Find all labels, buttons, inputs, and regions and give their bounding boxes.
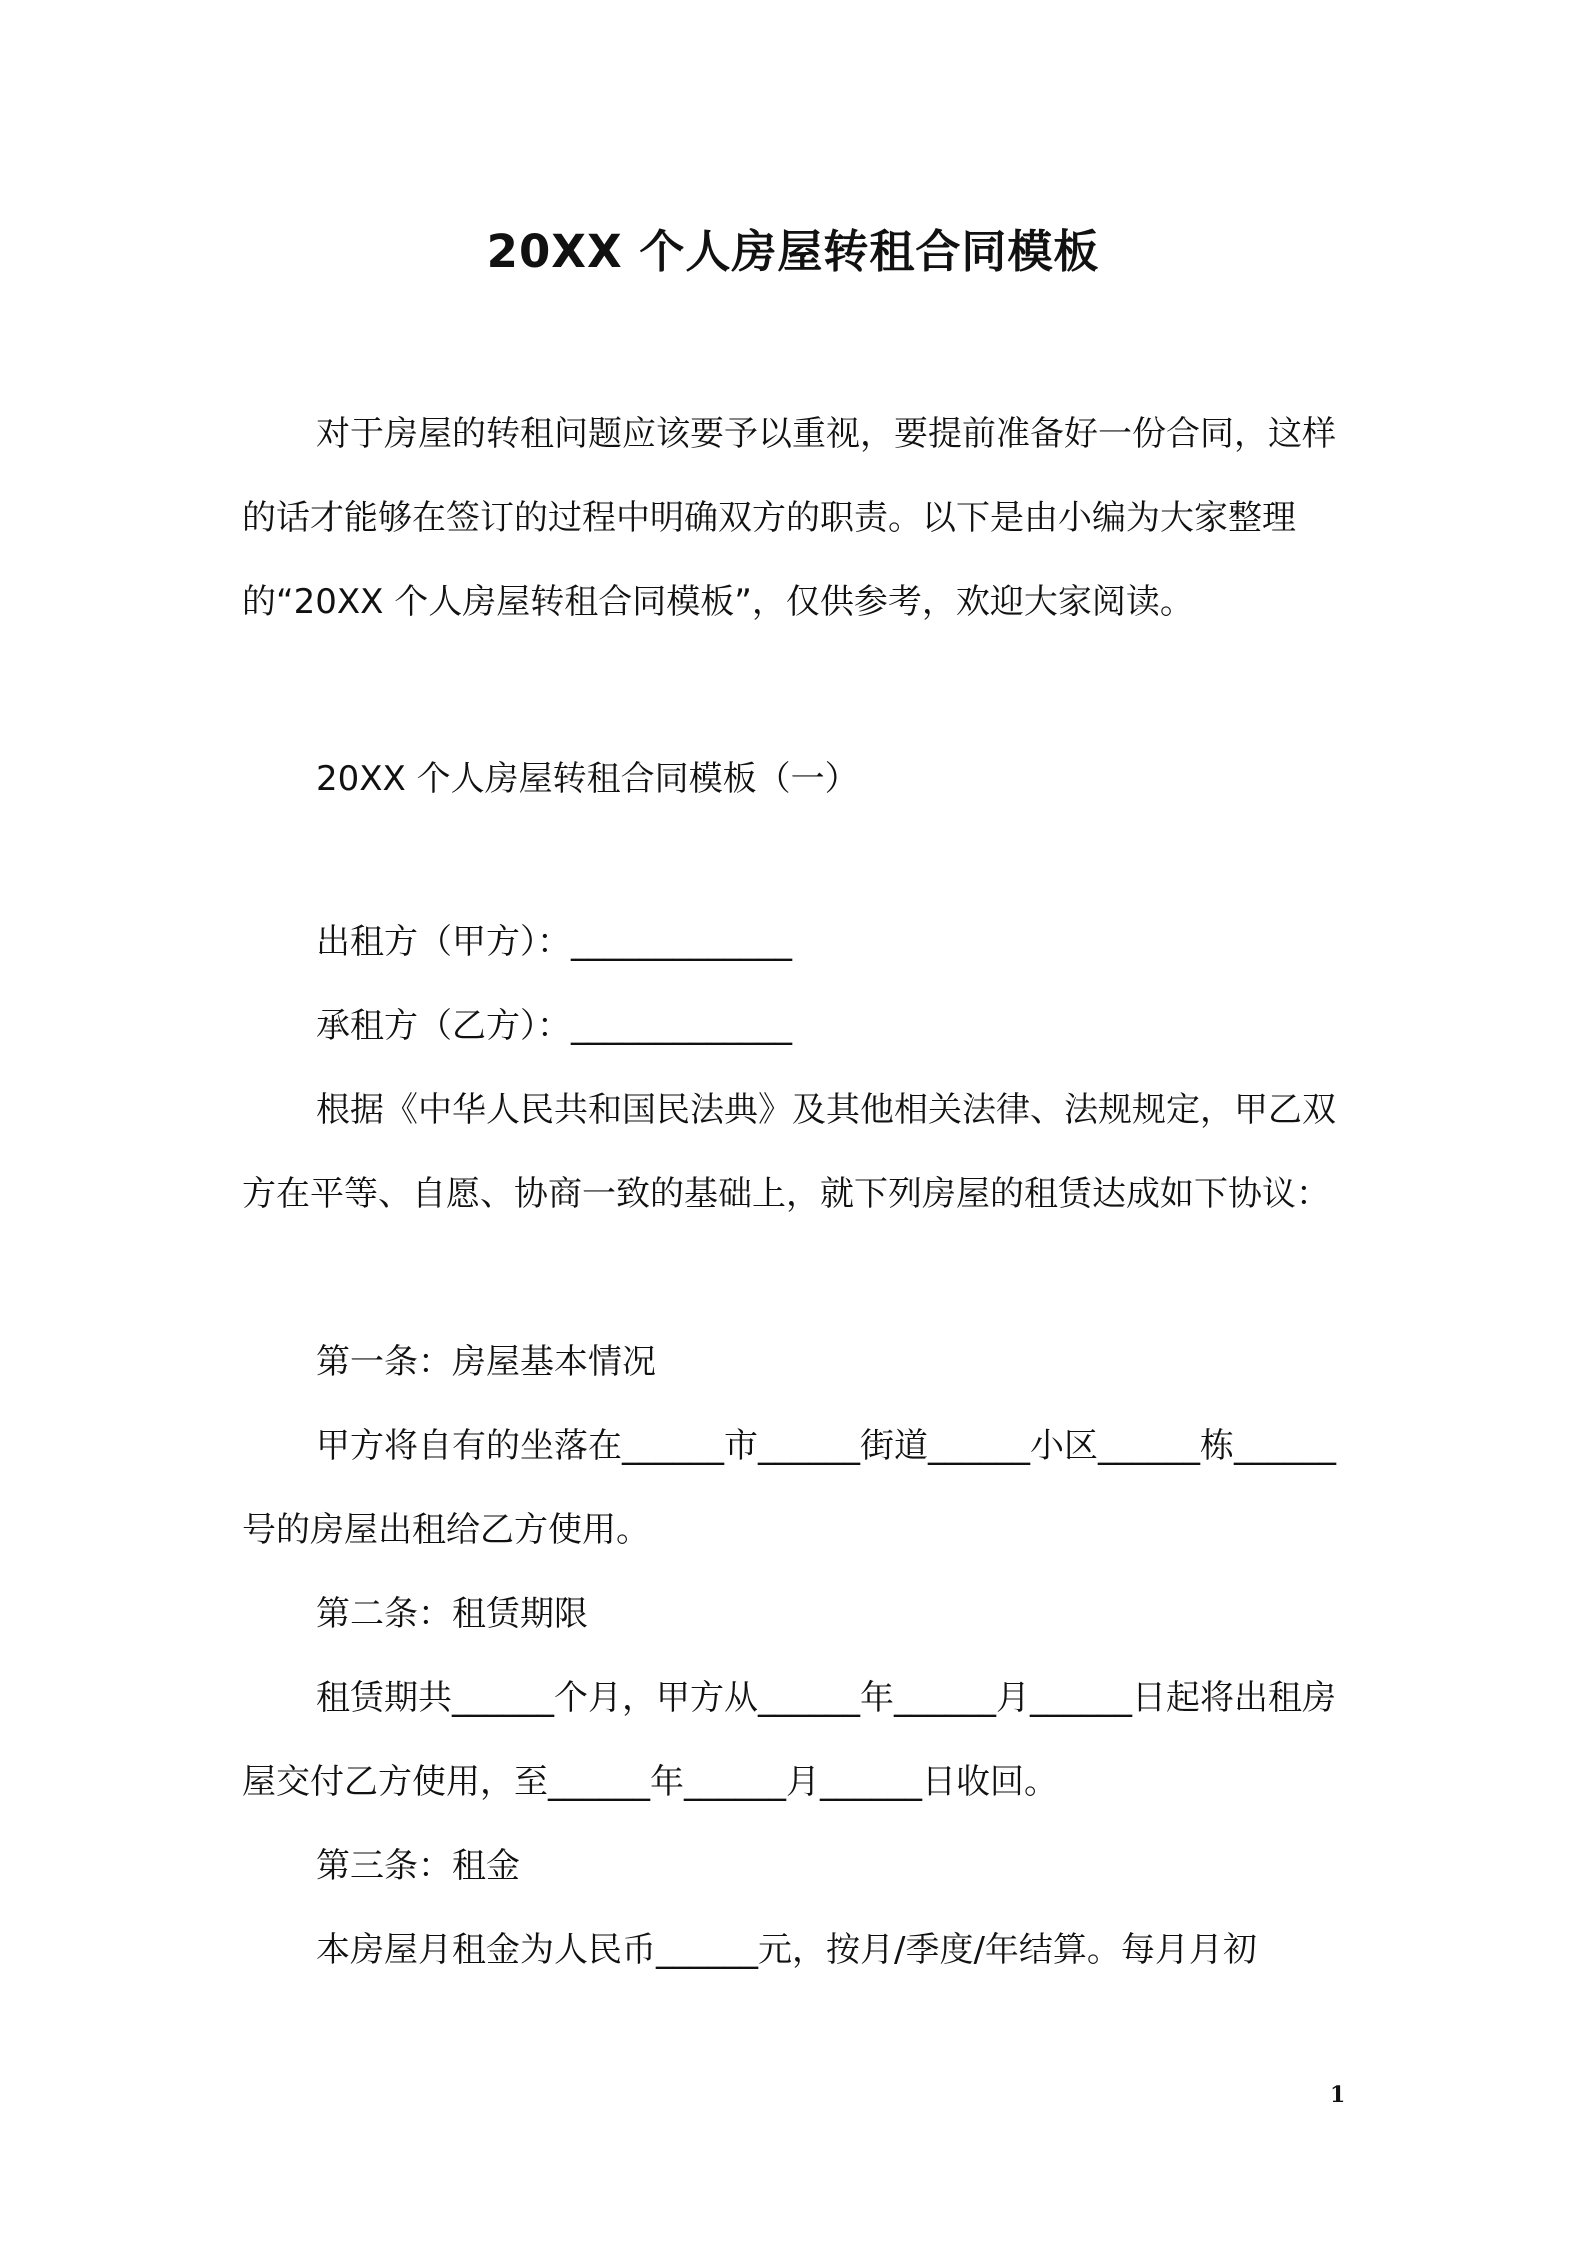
page-number: 1	[1330, 2082, 1346, 2108]
article1-heading: 第一条：房屋基本情况	[316, 1342, 656, 1382]
article2-heading: 第二条：租赁期限	[316, 1594, 588, 1634]
article2-paragraph: 租赁期共______个月，甲方从______年______月______日起将出租房屋交付乙方使用，至______年______月______日收回。	[242, 1678, 1336, 1802]
party-a-line: 出租方（甲方）：_____________	[316, 922, 792, 962]
party-b-line: 承租方（乙方）：_____________	[316, 1006, 792, 1046]
section-heading: 20XX 个人房屋转租合同模板（一）	[316, 759, 859, 799]
article1-paragraph: 甲方将自有的坐落在______市______街道______小区______栋______号的房屋出租给乙方使用。	[242, 1426, 1336, 1550]
basis-paragraph: 根据《中华人民共和国民法典》及其他相关法律、法规规定，甲乙双方在平等、自愿、协商一致的基础上，就下列房屋的租赁达成如下协议：	[242, 1090, 1336, 1214]
intro-paragraph: 对于房屋的转租问题应该要予以重视，要提前准备好一份合同，这样的话才能够在签订的过程中明确双方的职责。以下是由小编为大家整理的“20XX 个人房屋转租合同模板”，仅供参考，欢迎大家阅读。	[242, 414, 1336, 622]
article3-heading: 第三条：租金	[316, 1846, 520, 1886]
article3-paragraph: 本房屋月租金为人民币______元，按月/季度/年结算。每月月初	[316, 1930, 1257, 1970]
document-title: 20XX 个人房屋转租合同模板	[486, 225, 1100, 278]
